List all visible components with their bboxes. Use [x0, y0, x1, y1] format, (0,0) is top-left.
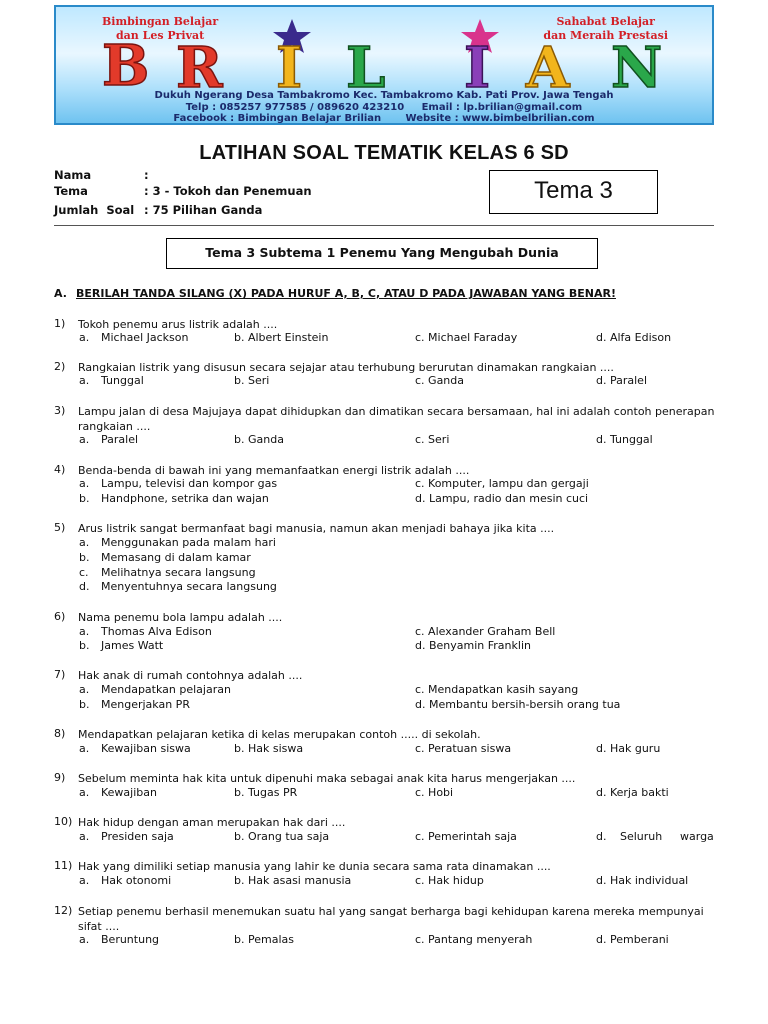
question-stem: Hak yang dimiliki setiap manusia yang lahir ke dunia secara sama rata dinamakan ....: [78, 860, 551, 873]
question-stem: Nama penemu bola lampu adalah ....: [78, 611, 283, 624]
divider: [54, 225, 714, 226]
option-c[interactable]: c. Michael Faraday: [415, 331, 518, 344]
question-stem: Rangkaian listrik yang disusun secara sejajar atau terhubung berurutan dinamakan rangkaian ....: [78, 361, 614, 374]
section-letter: A.: [54, 287, 67, 300]
info-nama: [54, 168, 149, 182]
left-tagline-line1: Bimbingan Belajar: [102, 15, 219, 28]
question-number: 6): [54, 610, 66, 623]
page-title: LATIHAN SOAL TEMATIK KELAS 6 SD: [199, 142, 569, 164]
option-b[interactable]: b. Orang tua saja: [234, 830, 330, 843]
question-stem: Benda-benda di bawah ini yang memanfaatkan energi listrik adalah ....: [78, 464, 470, 477]
option-d[interactable]: d. Tunggal: [596, 433, 653, 446]
option-c[interactable]: c. Ganda: [415, 374, 465, 387]
option-b[interactable]: b. Mengerjakan PR: [79, 698, 190, 711]
option-c[interactable]: c. Peratuan siswa: [415, 742, 512, 755]
nama-label: Nama: [54, 168, 92, 182]
option-d[interactable]: d. Menyentuhnya secara langsung: [79, 580, 277, 593]
option-a[interactable]: a. Beruntung: [79, 933, 160, 946]
option-b[interactable]: b. Albert Einstein: [234, 331, 329, 344]
jumlah-label: Jumlah Soal: [54, 203, 135, 217]
option-c[interactable]: c. Hobi: [415, 786, 454, 799]
question-number: 3): [54, 404, 66, 417]
option-d[interactable]: d. Alfa Edison: [596, 331, 672, 344]
question-number: 2): [54, 360, 66, 373]
question-number: 10): [54, 815, 73, 828]
option-c[interactable]: c. Komputer, lampu dan gergaji: [415, 477, 589, 490]
jumlah-value: : 75 Pilihan Ganda: [144, 203, 263, 217]
subtema-box: Tema 3 Subtema 1 Penemu Yang Mengubah Dunia: [166, 238, 598, 269]
banner-address: Dukuh Ngerang Desa Tambakromo Kec. Tambakromo Kab. Pati Prov. Jawa Tengah: [154, 90, 614, 101]
tema-value: : 3 - Tokoh dan Penemuan: [144, 184, 312, 198]
nama-value: :: [144, 168, 149, 182]
section-text: BERILAH TANDA SILANG (X) PADA HURUF A, B, C, ATAU D PADA JAWABAN YANG BENAR!: [76, 287, 616, 300]
option-c[interactable]: c. Mendapatkan kasih sayang: [415, 683, 579, 696]
question-stem: Sebelum meminta hak kita untuk dipenuhi maka sebagai anak kita harus mengerjakan ....: [78, 772, 576, 785]
question-number: 7): [54, 668, 66, 681]
section-instruction: [54, 287, 616, 300]
question-number: 11): [54, 859, 73, 872]
option-b[interactable]: b. Handphone, setrika dan wajan: [79, 492, 269, 505]
question-number: 12): [54, 904, 73, 917]
option-d[interactable]: d. Pemberani: [596, 933, 669, 946]
right-tagline-line1: Sahabat Belajar: [556, 15, 655, 28]
option-a[interactable]: a. Kewajiban: [79, 786, 157, 799]
option-b[interactable]: b. Memasang di dalam kamar: [79, 551, 251, 564]
logo-letter-n: N: [611, 35, 663, 93]
option-b[interactable]: b. Seri: [234, 374, 270, 387]
info-tema: [54, 184, 312, 198]
question-number: 1): [54, 317, 66, 330]
question-number: 8): [54, 727, 66, 740]
logo-letter-r: R: [176, 35, 223, 93]
option-a[interactable]: a. Mendapatkan pelajaran: [79, 683, 231, 696]
logo-letter-i2: I: [464, 35, 491, 93]
left-tagline-line2: dan Les Privat: [115, 29, 205, 42]
option-d[interactable]: d. Lampu, radio dan mesin cuci: [415, 492, 589, 505]
option-d[interactable]: d. Hak guru: [596, 742, 661, 755]
option-b[interactable]: b. James Watt: [79, 639, 164, 652]
option-a[interactable]: a. Hak otonomi: [79, 874, 172, 887]
option-b[interactable]: b. Pemalas: [234, 933, 294, 946]
option-d[interactable]: d. Hak individual: [596, 874, 689, 887]
header-banner: [54, 5, 714, 125]
option-a[interactable]: a. Michael Jackson: [79, 331, 189, 344]
question-stem: Lampu jalan di desa Majujaya dapat dihidupkan dan dimatikan secara bersamaan, hal ini adalah contoh penerapan rangkaian ....: [78, 405, 715, 433]
question-stem: Arus listrik sangat bermanfaat bagi manusia, namun akan menjadi bahaya jika kita ....: [78, 522, 555, 535]
option-a[interactable]: a. Thomas Alva Edison: [79, 625, 212, 638]
question-stem: Mendapatkan pelajaran ketika di kelas merupakan contoh ..... di sekolah.: [78, 728, 481, 741]
option-b[interactable]: b. Hak siswa: [234, 742, 304, 755]
option-d[interactable]: d. Membantu bersih-bersih orang tua: [415, 698, 621, 711]
question-number: 9): [54, 771, 66, 784]
right-tagline-line2: dan Meraih Prestasi: [543, 29, 668, 42]
option-d[interactable]: d. Benyamin Franklin: [415, 639, 531, 652]
question-number: 5): [54, 521, 66, 534]
option-d[interactable]: d. Kerja bakti: [596, 786, 669, 799]
option-c[interactable]: c. Pemerintah saja: [415, 830, 517, 843]
option-b[interactable]: b. Hak asasi manusia: [234, 874, 352, 887]
logo-letter-b: B: [102, 33, 150, 93]
option-a[interactable]: a. Lampu, televisi dan kompor gas: [79, 477, 278, 490]
tema-label: Tema: [54, 184, 88, 198]
banner-social: Facebook : Bimbingan Belajar Brilian Website : www.bimbelbrilian.com: [173, 113, 595, 124]
brilian-logo: [56, 7, 712, 93]
info-jumlah-soal: [54, 203, 262, 217]
question-stem: Tokoh penemu arus listrik adalah ....: [78, 318, 278, 331]
option-c[interactable]: c. Hak hidup: [415, 874, 484, 887]
option-a[interactable]: a. Paralel: [79, 433, 139, 446]
option-c[interactable]: c. Alexander Graham Bell: [415, 625, 556, 638]
question-stem: Hak hidup dengan aman merupakan hak dari ....: [78, 816, 346, 829]
option-d[interactable]: d. Paralel: [596, 374, 647, 387]
tema-box: Tema 3: [489, 170, 658, 214]
option-d[interactable]: d. Seluruh warga: [596, 830, 714, 843]
question-stem: Setiap penemu berhasil menemukan suatu hal yang sangat berharga bagi kehidupan karena mereka mempunyai sifat ....: [78, 905, 704, 933]
logo-letter-a: A: [526, 35, 570, 93]
option-c[interactable]: c. Pantang menyerah: [415, 933, 533, 946]
option-a[interactable]: a. Presiden saja: [79, 830, 174, 843]
option-c[interactable]: c. Melihatnya secara langsung: [79, 566, 256, 579]
logo-letter-l: L: [346, 35, 386, 93]
option-b[interactable]: b. Ganda: [234, 433, 284, 446]
option-a[interactable]: a. Menggunakan pada malam hari: [79, 536, 276, 549]
question-number: 4): [54, 463, 66, 476]
question-stem: Hak anak di rumah contohnya adalah ....: [78, 669, 303, 682]
option-a[interactable]: a. Tunggal: [79, 374, 144, 387]
option-c[interactable]: c. Seri: [415, 433, 450, 446]
option-a[interactable]: a. Kewajiban siswa: [79, 742, 191, 755]
logo-letter-i: I: [276, 35, 303, 93]
banner-contact: Telp : 085257 977585 / 089620 423210 Email : lp.brilian@gmail.com: [185, 102, 583, 113]
option-b[interactable]: b. Tugas PR: [234, 786, 298, 799]
